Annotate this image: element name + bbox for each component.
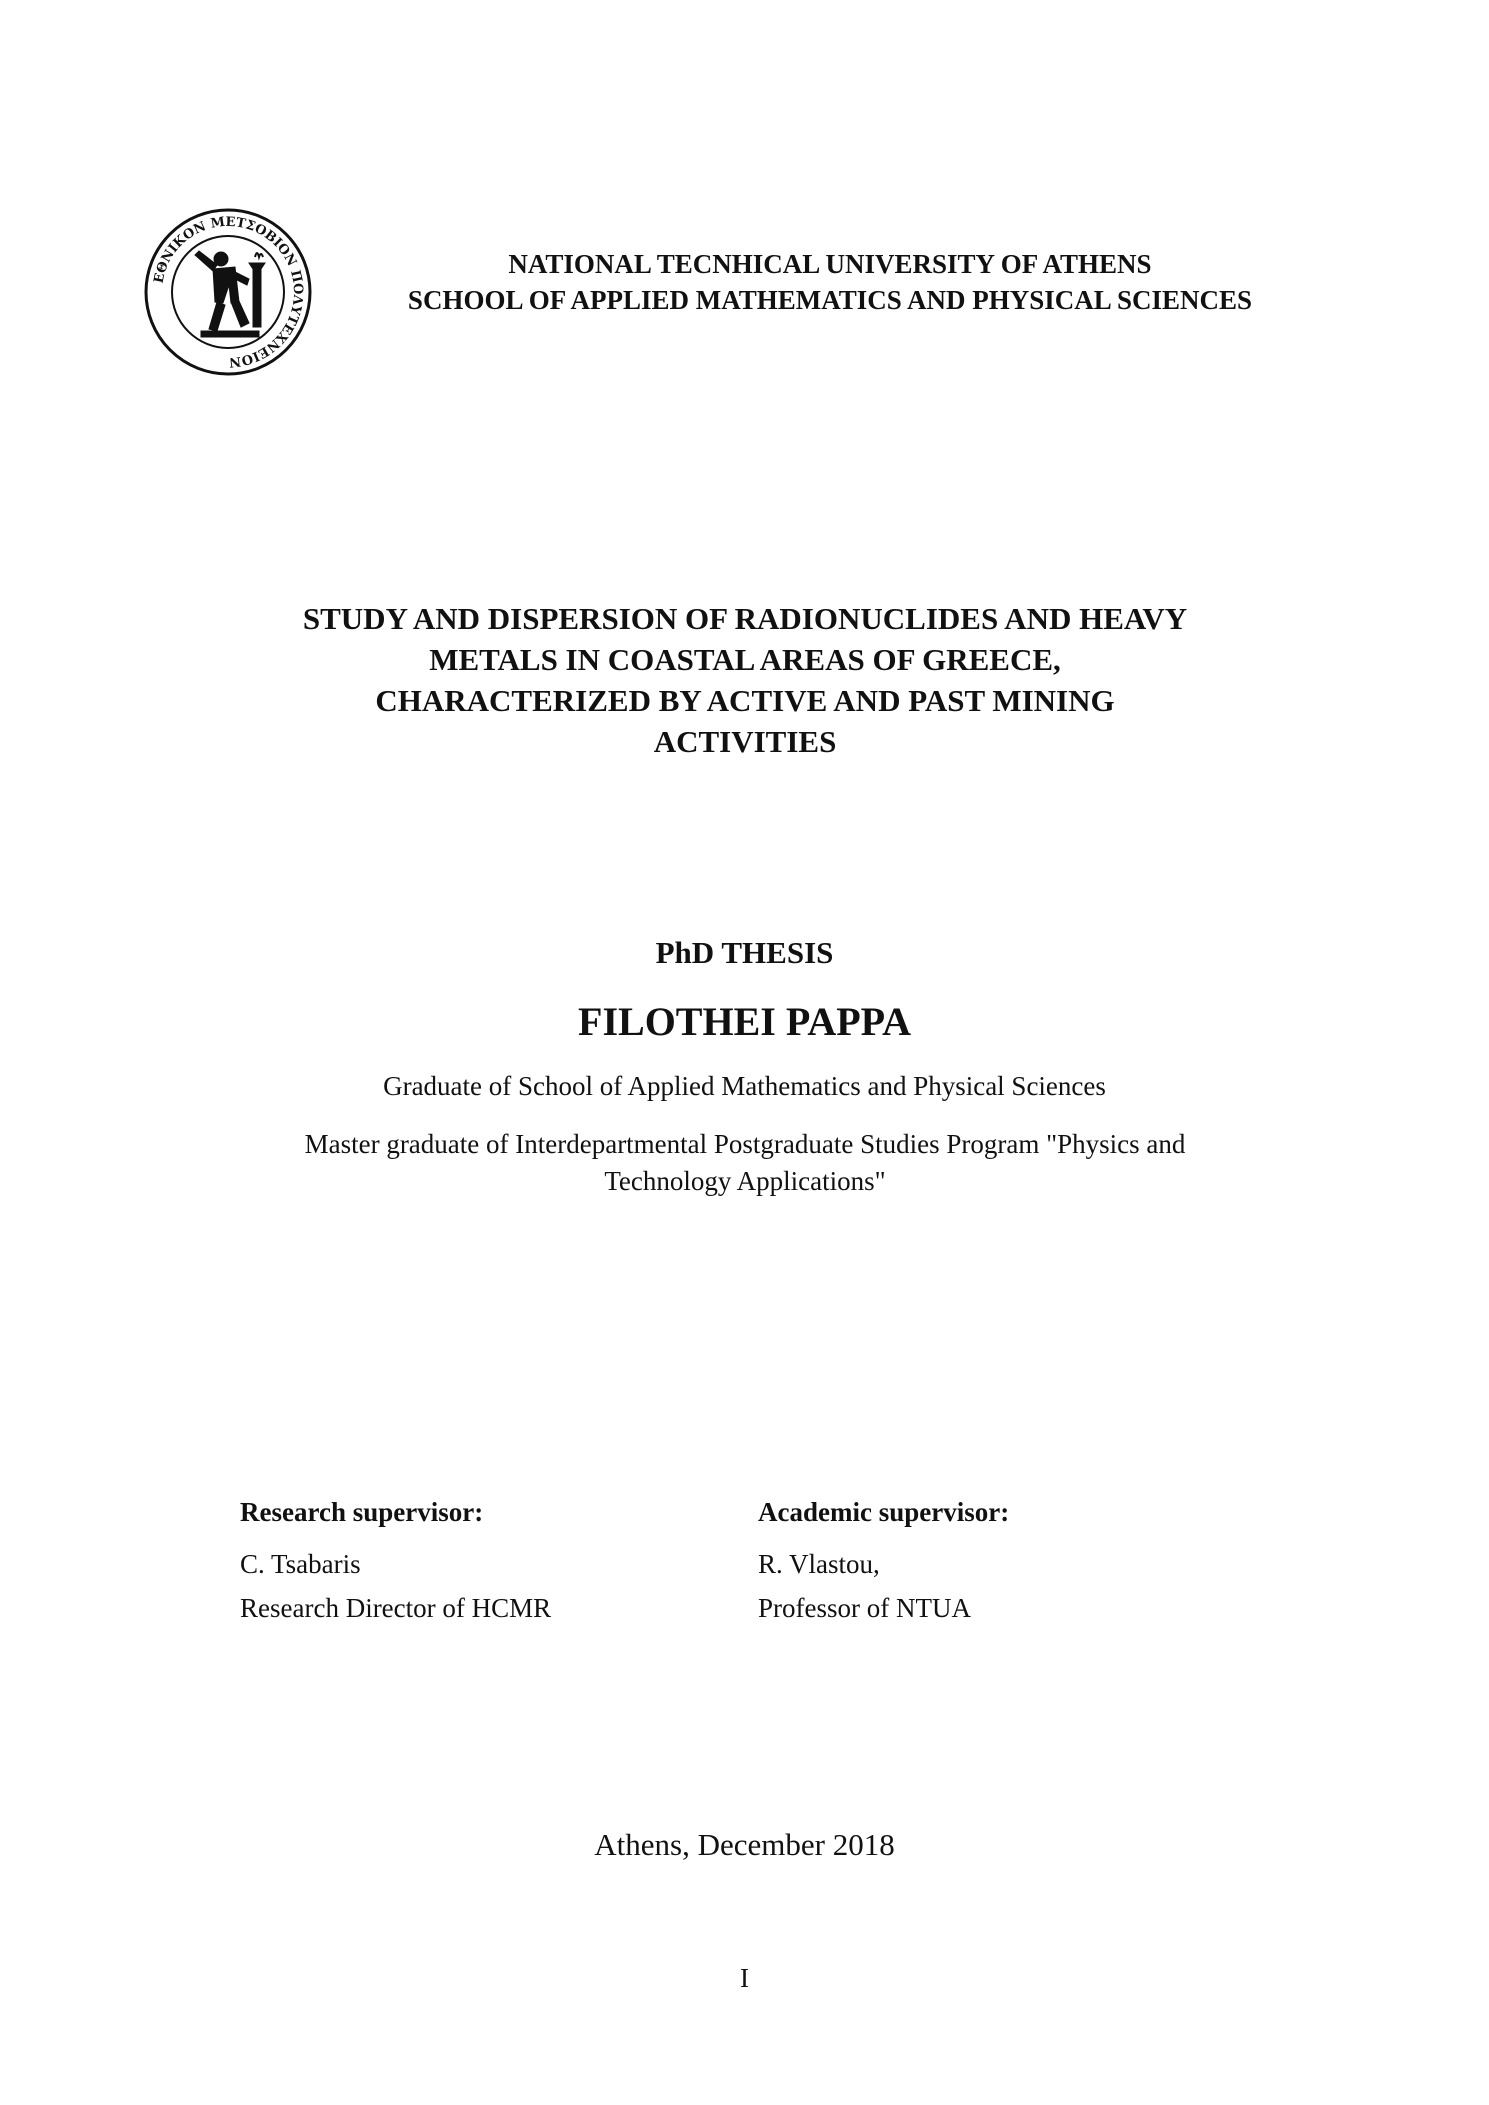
research-supervisor [240,1490,551,1630]
thesis-title [180,598,1310,762]
research-supervisor-heading: Research supervisor: [240,1497,484,1527]
school-name: SCHOOL OF APPLIED MATHEMATICS AND PHYSICAL SCIENCES [407,285,1253,315]
place-date: Athens, December 2018 [594,1827,895,1862]
academic-supervisor [758,1490,1009,1630]
university-name: NATIONAL TECNHICAL UNIVERSITY OF ATHENS [508,249,1152,279]
title-line: STUDY AND DISPERSION OF RADIONUCLIDES AND HEAVY [302,601,1188,636]
master-line: Master graduate of Interdepartmental Postgraduate Studies Program "Physics and [304,1129,1186,1159]
page-number: I [740,1963,749,1993]
university-seal-icon [143,207,313,377]
academic-supervisor-role: Professor of NTUA [758,1593,971,1623]
institution-header [330,246,1330,318]
research-supervisor-role: Research Director of HCMR [240,1593,552,1623]
master-line: Technology Applications" [604,1166,886,1196]
title-line: CHARACTERIZED BY ACTIVE AND PAST MINING [375,683,1115,718]
author-graduate-line: Graduate of School of Applied Mathematics and Physical Sciences [383,1071,1106,1101]
author-master-line [230,1126,1260,1200]
title-line: METALS IN COASTAL AREAS OF GREECE, [429,642,1061,677]
academic-supervisor-name: R. Vlastou, [758,1549,880,1579]
svg-text:ΕΘΝΙΚΟΝ ΜΕΤΣΟΒΙΟΝ ΠΟΛΥΤΕΧΝΕΙΟΝ: ΕΘΝΙΚΟΝ ΜΕΤΣΟΒΙΟΝ ΠΟΛΥΤΕΧΝΕΙΟΝ [151,214,306,370]
author-name: FILOTHEI PAPPA [578,999,911,1044]
title-line: ACTIVITIES [653,724,837,759]
research-supervisor-name: C. Tsabaris [240,1549,361,1579]
academic-supervisor-heading: Academic supervisor: [758,1497,1010,1527]
document-type: PhD THESIS [655,935,834,970]
